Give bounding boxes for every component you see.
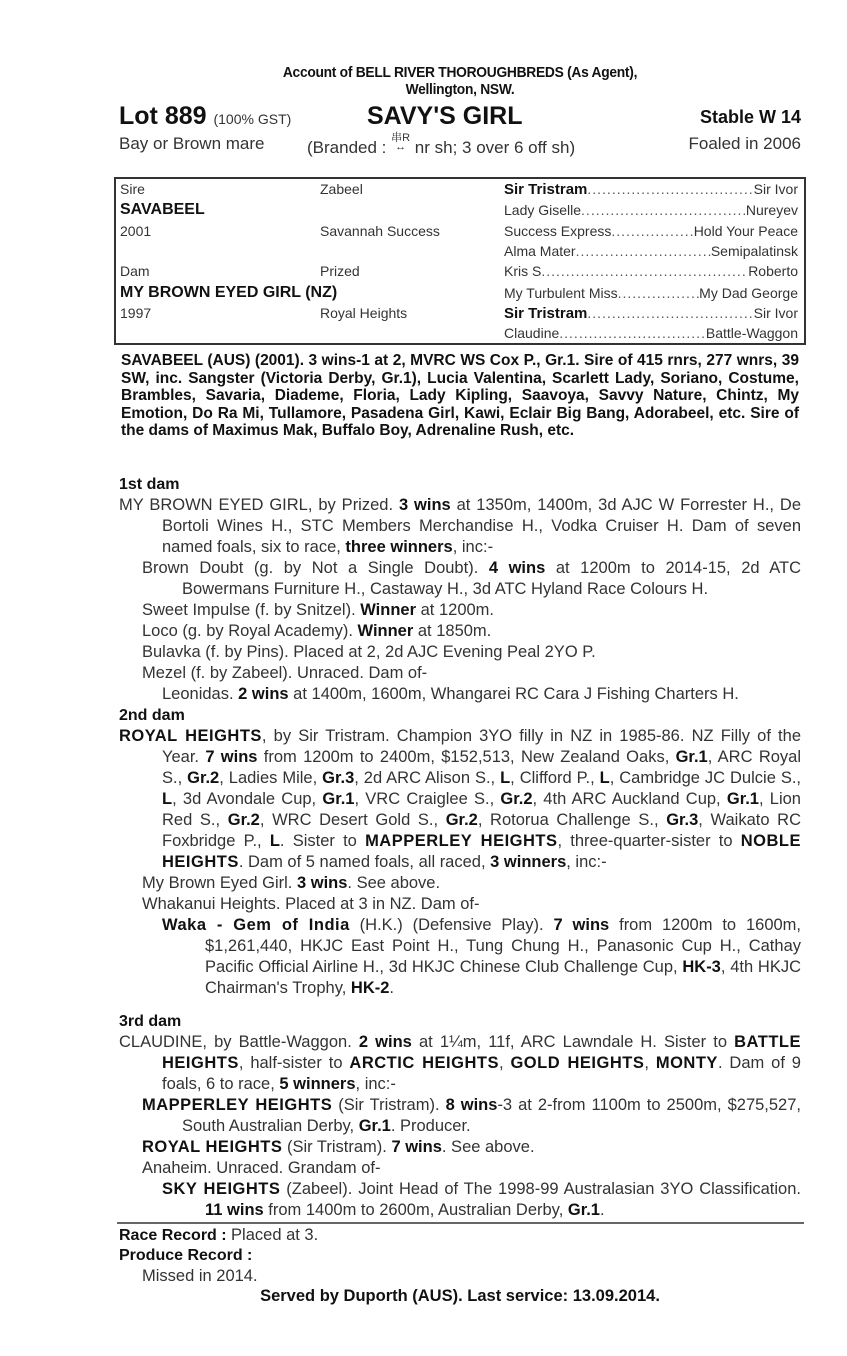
ancestor-left: My Turbulent Miss	[504, 285, 618, 301]
text: from 1400m to 2600m, Australian Derby,	[263, 1201, 568, 1219]
third-dam-section	[119, 1011, 801, 1221]
text: Leonidas.	[162, 685, 239, 703]
account-line-2: Wellington, NSW.	[405, 81, 515, 98]
horse-name: Waka - Gem of India	[162, 916, 350, 934]
text: Bulavka (f. by Pins). Placed at 2, 2d AJC Evening Peal 2YO P.	[142, 643, 596, 661]
brand-prefix: (Branded :	[307, 138, 392, 157]
grade: Gr.3	[666, 811, 699, 829]
text: (Sir Tristram).	[282, 1138, 392, 1156]
grade: Gr.1	[675, 748, 708, 766]
second-dam-section	[119, 705, 801, 999]
wins: 8 wins	[445, 1096, 498, 1114]
grade: Gr.1	[567, 1201, 600, 1219]
produce-record-value: Missed in 2014.	[142, 1267, 258, 1285]
progeny-item	[119, 873, 801, 894]
wins: 7 wins	[391, 1138, 442, 1156]
ancestor-row	[504, 285, 798, 301]
text: . Dam of 5 named foals, all raced,	[238, 853, 491, 871]
text: (Zabeel). Joint Head of The 1998-99 Australasian 3YO Classification.	[280, 1180, 801, 1198]
sibling-name: MONTY	[655, 1054, 718, 1072]
ancestor-left: Lady Giselle	[504, 202, 582, 218]
grade: Gr.2	[445, 811, 478, 829]
grade: Gr.3	[322, 769, 355, 787]
text: . Dam of 9 foals, 6 to race,	[162, 1054, 801, 1093]
ancestor-row	[504, 243, 798, 259]
ancestor-right: My Dad George	[699, 285, 798, 301]
ancestor-right: Roberto	[748, 263, 798, 279]
description-line	[119, 134, 801, 158]
grade: L	[500, 769, 511, 787]
ancestor-right: Battle-Waggon	[705, 325, 798, 341]
text: . Sister to	[279, 832, 366, 850]
sibling-name: GOLD HEIGHTS	[510, 1054, 645, 1072]
stable-location: Stable W 14	[699, 107, 801, 127]
wins: 4 wins	[488, 559, 546, 577]
grandprogeny-item	[119, 915, 801, 999]
text: (Sir Tristram).	[332, 1096, 446, 1114]
leader-dots	[581, 202, 746, 218]
dam-year: 1997	[120, 305, 152, 321]
sire-label: Sire	[120, 181, 145, 197]
first-dam-main	[119, 495, 801, 558]
wins: Winner	[357, 622, 414, 640]
winners: three winners	[345, 538, 453, 556]
wins: 3 wins	[296, 874, 348, 892]
brand-mark-icon	[391, 134, 410, 152]
text: at 1850m.	[413, 622, 492, 640]
second-dam-heading: 2nd dam	[119, 707, 185, 724]
first-dam-section	[119, 474, 801, 705]
text: , Cambridge JC Dulcie S.,	[609, 769, 801, 787]
text: .	[389, 979, 395, 997]
text: , Rotorua Challenge S.,	[477, 811, 667, 829]
leader-dots	[611, 223, 693, 239]
text: , ARC Royal S.,	[162, 748, 802, 787]
ancestor-row	[504, 223, 798, 239]
dam-label: Dam	[120, 263, 150, 279]
text: MY BROWN EYED GIRL, by Prized.	[119, 496, 399, 514]
text: My Brown Eyed Girl.	[142, 874, 297, 892]
ancestor-row	[504, 263, 798, 279]
sibling-name: BATTLE HEIGHTS	[162, 1033, 801, 1072]
dam-name: MY BROWN EYED GIRL (NZ)	[120, 284, 338, 301]
grade: Gr.1	[358, 1117, 391, 1135]
pedigree-table	[114, 177, 806, 345]
progeny-item	[119, 600, 801, 621]
text: , 2d ARC Alison S.,	[354, 769, 501, 787]
produce-record-label: Produce Record :	[119, 1247, 253, 1264]
ancestor-right: Semipalatinsk	[710, 243, 798, 259]
text: Brown Doubt (g. by Not a Single Doubt).	[142, 559, 489, 577]
text: at 1350m, 1400m, 3d AJC W Forrester H., De Bortoli Wines H., STC Members Merchandise H., Vodka Cruiser H. Dam of seven named foals, six to race,	[162, 496, 801, 556]
ancestor-right: Hold Your Peace	[693, 223, 798, 239]
grade: L	[162, 790, 173, 808]
text: , three-quarter-sister to	[557, 832, 741, 850]
grade: Gr.2	[227, 811, 260, 829]
grade: L	[599, 769, 610, 787]
ancestor-row	[504, 202, 798, 218]
text: -3 at 2-from 1100m to 2500m, $275,527, South Australian Derby,	[182, 1096, 801, 1135]
sibling-name: NOBLE HEIGHTS	[162, 832, 802, 871]
text: from 1200m to 2400m, $152,513, New Zealand Oaks,	[257, 748, 676, 766]
ancestor-row	[504, 181, 798, 198]
ancestor-left: Kris S	[504, 263, 542, 279]
horse-name: SKY HEIGHTS	[162, 1180, 281, 1198]
leader-dots	[559, 325, 706, 341]
dam-sire: Prized	[320, 263, 360, 279]
text: Mezel (f. by Zabeel). Unraced. Dam of-	[142, 664, 428, 682]
third-dam-heading: 3rd dam	[119, 1013, 182, 1030]
race-record	[119, 1225, 801, 1246]
text: , 4th HKJC Chairman's Trophy,	[205, 958, 801, 997]
wins: 7 wins	[553, 916, 610, 934]
grandprogeny-item	[119, 684, 801, 705]
color-sex: Bay or Brown mare	[119, 134, 265, 153]
text: .	[599, 1201, 605, 1219]
text: ,	[644, 1054, 656, 1072]
text: , inc:-	[355, 1075, 396, 1093]
wins: 11 wins	[205, 1201, 264, 1219]
race-record-value: Placed at 3.	[231, 1226, 319, 1244]
sire-name: SAVABEEL	[120, 201, 205, 218]
ancestor-right: Nureyev	[745, 202, 798, 218]
text: . Producer.	[390, 1117, 471, 1135]
leader-dots	[587, 305, 753, 322]
ancestor-row	[504, 325, 798, 341]
ancestor-row	[504, 305, 798, 322]
leader-dots	[587, 181, 753, 198]
sire-sire: Zabeel	[320, 181, 363, 197]
text: (H.K.) (Defensive Play).	[349, 916, 554, 934]
text: , Waikato RC Foxbridge P.,	[162, 811, 801, 850]
text: , 4th ARC Auckland Cup,	[532, 790, 727, 808]
text: . See above.	[347, 874, 441, 892]
text: , Ladies Mile,	[219, 769, 323, 787]
sibling-name: MAPPERLEY HEIGHTS	[365, 832, 558, 850]
lot-header	[119, 64, 801, 158]
progeny-item	[119, 558, 801, 600]
sire-summary: SAVABEEL (AUS) (2001). 3 wins-1 at 2, MVRC WS Cox P., Gr.1. Sire of 415 rnrs, 277 wnrs, 39 SW, inc. Sangster (Victoria Derby, Gr.1), Lucia Valentina, Scarlett Lady, Soriano, Costume, Brambles, Savaria, Diademe, Floria, Lady Kipling, Saavoya, Savvy Nature, Chintz, My Emotion, Do Ra Mi, Tullamore, Pasadena Girl, Kawi, Eclair Big Bang, Adorabeel, etc. Sire of the dams of Maximus Mak, Buffalo Boy, Adrenaline Rush, etc.	[121, 352, 799, 439]
text: Whakanui Heights. Placed at 3 in NZ. Dam of-	[142, 895, 480, 913]
leader-dots	[541, 263, 748, 279]
text: Sweet Impulse (f. by Snitzel).	[142, 601, 361, 619]
ancestor-left: Alma Mater	[504, 243, 576, 259]
sire-dam: Savannah Success	[320, 223, 440, 239]
text: , half-sister to	[238, 1054, 350, 1072]
progeny-item	[119, 1095, 801, 1137]
wins: 2 wins	[358, 1033, 412, 1051]
ancestor-right: Sir Ivor	[753, 181, 798, 197]
text: , VRC Craiglee S.,	[354, 790, 501, 808]
text: at 1¼m, 11f, ARC Lawndale H. Sister to	[411, 1033, 735, 1051]
text: from 1200m to 1600m, $1,261,440, HKJC East Point H., Tung Chung H., Panasonic Cup H., Cathay Pacific Official Airline H., 3d HKJC Chinese Club Challenge Cup,	[205, 916, 802, 976]
lot-number	[119, 102, 291, 131]
text: , by Sir Tristram. Champion 3YO filly in NZ in 1985-86. NZ Filly of the Year.	[162, 727, 801, 766]
progeny-item	[119, 621, 801, 642]
brand-info	[307, 134, 575, 158]
progeny-item	[119, 663, 801, 684]
foaled-year: Foaled in 2006	[688, 134, 801, 153]
progeny-item	[119, 894, 801, 915]
horse-name: SAVY'S GIRL	[367, 102, 523, 130]
sibling-name: ARCTIC HEIGHTS	[349, 1054, 499, 1072]
text: , WRC Desert Gold S.,	[259, 811, 446, 829]
winners: 5 winners	[279, 1075, 356, 1093]
wins: 2 wins	[238, 685, 289, 703]
leader-dots	[576, 243, 711, 259]
wins: Winner	[360, 601, 417, 619]
text: Loco (g. by Royal Academy).	[142, 622, 358, 640]
grade: Gr.1	[726, 790, 759, 808]
dam-name: ROYAL HEIGHTS	[119, 727, 262, 745]
grandprogeny-item	[119, 1179, 801, 1221]
progeny-item	[119, 1137, 801, 1158]
section-divider	[117, 1222, 804, 1224]
winners: 3 winners	[490, 853, 567, 871]
ancestor-left: Claudine	[504, 325, 560, 341]
grade: HK-2	[350, 979, 390, 997]
progeny-item: Anaheim. Unraced. Grandam of-	[142, 1159, 381, 1177]
text: , inc:-	[452, 538, 494, 556]
text: ,	[498, 1054, 511, 1072]
second-dam-main	[119, 726, 801, 873]
text: . See above.	[441, 1138, 535, 1156]
text: , inc:-	[566, 853, 607, 871]
wins: 3 wins	[398, 496, 451, 514]
third-dam-main	[119, 1032, 801, 1095]
ancestor-left: Sir Tristram	[504, 181, 588, 198]
ancestor-left: Sir Tristram	[504, 305, 588, 322]
wins: 7 wins	[205, 748, 258, 766]
text: at 1200m.	[416, 601, 494, 619]
grade: Gr.1	[322, 790, 355, 808]
text: , Lion Red S.,	[162, 790, 801, 829]
leader-dots	[618, 285, 700, 301]
sire-year: 2001	[120, 223, 152, 239]
lot-label: Lot 889	[119, 102, 207, 130]
brand-suffix: nr sh; 3 over 6 off sh)	[410, 138, 576, 157]
gst-note: (100% GST)	[213, 111, 292, 127]
records-section	[119, 1225, 801, 1306]
text: , Clifford P.,	[510, 769, 600, 787]
account-line-1: Account of BELL RIVER THOROUGHBREDS (As Agent),	[282, 64, 638, 81]
grade: L	[269, 832, 280, 850]
served-note: Served by Duporth (AUS). Last service: 13.09.2014.	[260, 1287, 660, 1305]
ancestor-left: Success Express	[504, 223, 612, 239]
horse-name: MAPPERLEY HEIGHTS	[142, 1096, 333, 1114]
grade: Gr.2	[500, 790, 533, 808]
grade: HK-3	[682, 958, 721, 976]
progeny-item	[119, 642, 801, 663]
brand-mark-arrow: ↔	[395, 141, 407, 153]
vendor-account	[146, 64, 773, 98]
brand-mark-top: 串R	[391, 132, 411, 144]
dam-dam: Royal Heights	[320, 305, 408, 321]
grade: Gr.2	[187, 769, 220, 787]
lot-line	[119, 102, 801, 132]
text: CLAUDINE, by Battle-Waggon.	[119, 1033, 359, 1051]
text: at 1200m to 2014-15, 2d ATC Bowermans Furniture H., Castaway H., 3d ATC Hyland Race Colours H.	[182, 559, 801, 598]
race-record-label: Race Record :	[119, 1227, 232, 1244]
text: at 1400m, 1600m, Whangarei RC Cara J Fishing Charters H.	[288, 685, 739, 703]
first-dam-heading: 1st dam	[119, 476, 180, 493]
horse-name: ROYAL HEIGHTS	[142, 1138, 283, 1156]
text: , 3d Avondale Cup,	[172, 790, 323, 808]
ancestor-right: Sir Ivor	[753, 305, 798, 321]
